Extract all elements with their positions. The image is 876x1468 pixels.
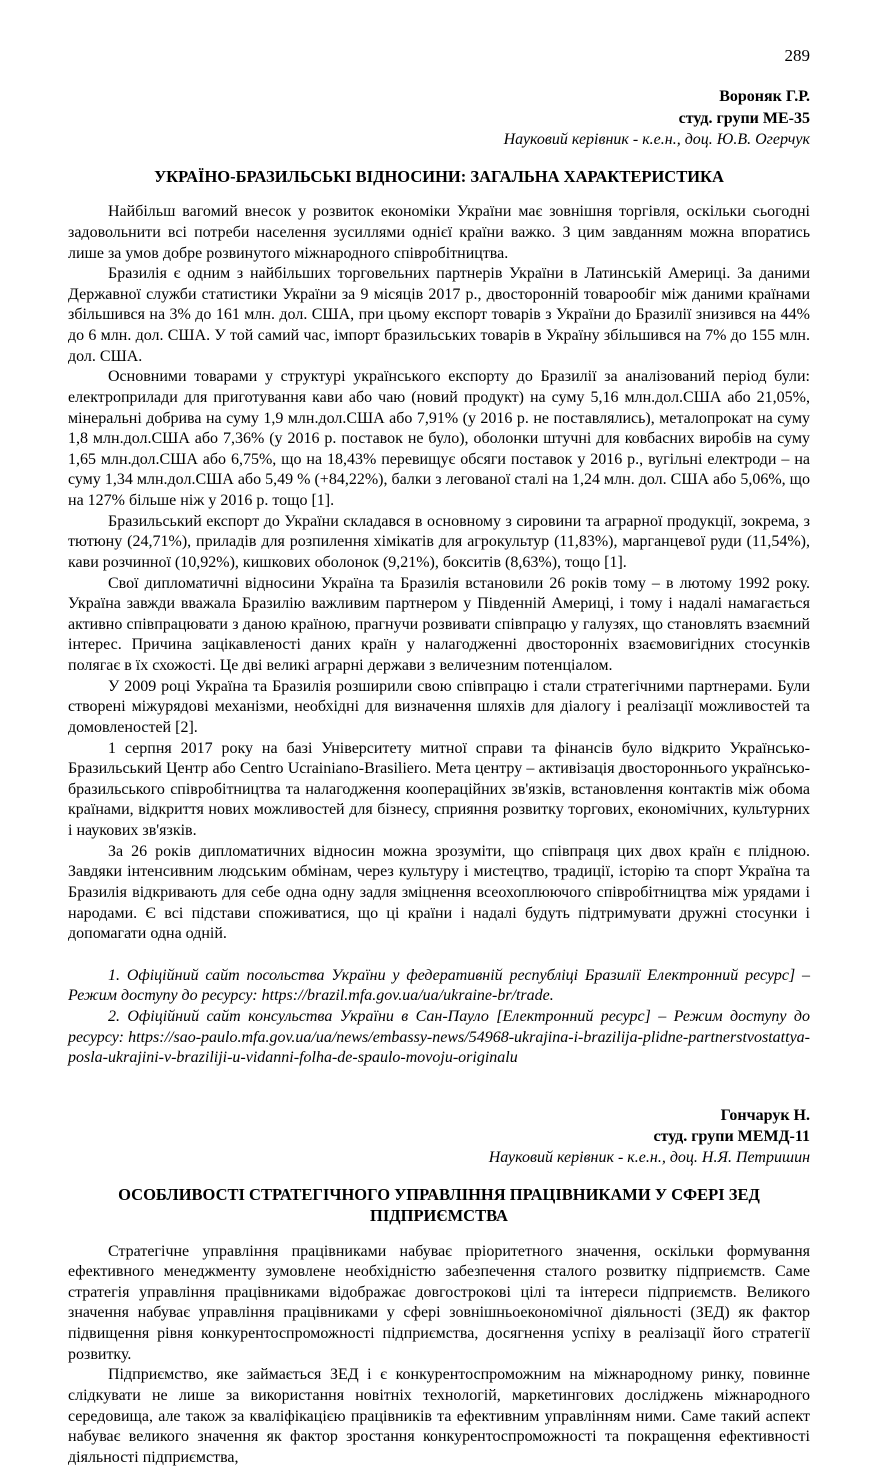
article1-references xyxy=(68,966,810,1069)
article1-reference-2: 2. Офіційний сайт консульства України в Сан-Пауло [Електронний ресурс] – Режим доступу до ресурсу: https://sao-paulo.mfa.gov.ua/ua/news/embassy-news/54968-ukrajina-i-brazilija-plidne-partnerstvostattya-posla-ukrajini-v-braziliji-u-vidanni-folha-de-spaulo-movoju-originalu xyxy=(68,1008,810,1067)
article1-paragraph-2: Бразилія є одним з найбільших торговельних партнерів України в Латинській Америці. За даними Державної служби статистики України за 9 місяців 2017 р., двосторонній товарообіг між даними країнами збільшився на 3% до 161 млн. дол. США, при цьому експорт товарів з України до Бразилії знизився на 44% до 6 млн. дол. США. У той самий час, імпорт бразильських товарів в Україну збільшився на 7% до 155 млн. дол. США. xyxy=(68,265,810,365)
article1-paragraph-5: Свої дипломатичні відносини Україна та Бразилія встановили 26 років тому – в лютому 1992 року. Україна завжди вважала Бразилію важливим партнером у Південній Америці, і тому і надалі намагається активно співпрацювати з даною країною, прагнучи розвивати співпрацю у галузях, що становлять взаємний інтерес. Причина зацікавленості даних країн у налагодженні двосторонніх взаємовигідних стосунків полягає в їх схожості. Це дві великі аграрні держави з величезним потенціалом. xyxy=(68,574,810,675)
article2-title: ОСОБЛИВОСТІ СТРАТЕГІЧНОГО УПРАВЛІННЯ ПРАЦІВНИКАМИ У СФЕРІ ЗЕД ПІДПРИЄМСТВА xyxy=(118,1185,760,1225)
article1-advisor: Науковий керівник - к.е.н., доц. Ю.В. Огерчук xyxy=(503,130,810,148)
article1-author-name: Вороняк Г.Р. xyxy=(719,88,810,106)
article1-paragraph-4: Бразильський експорт до України складався в основному з сировини та аграрної продукції, зокрема, з тютюну (24,71%), приладів для розпилення хімікатів для агрокультур (11,83%), марганцевої руди (11,54%), кави розчинної (10,92%), кишкових оболонок (9,21%), бокситів (8,63%), тощо [1]. xyxy=(68,512,810,571)
article1-author-group: студ. групи МЕ-35 xyxy=(678,109,810,127)
article1-author-block xyxy=(68,86,810,149)
page-number: 289 xyxy=(784,46,810,65)
article2-advisor: Науковий керівник - к.е.н., доц. Н.Я. Петришин xyxy=(488,1149,810,1167)
article1-paragraph-8: За 26 років дипломатичних відносин можна зрозуміти, що співпраця цих двох країн є плідною. Завдяки інтенсивним людським обмінам, через культуру і мистецтво, традиції, історію та спорт Україна та Бразилія відкривають для себе одна одну задля зміцнення всеохоплюючого співробітництва між урядами і народами. Є всі підстави споживатися, що ці країни і надалі будуть підтримувати дружні стосунки і допомагати одна одній. xyxy=(68,842,810,943)
article2-author-block xyxy=(68,1105,810,1168)
article-1 xyxy=(68,86,810,1069)
article2-author-name: Гончарук Н. xyxy=(720,1106,810,1124)
article1-paragraph-7: 1 серпня 2017 року на базі Університету митної справи та фінансів було відкрито Українсько-Бразильський Центр або Centro Ucrainiano-Brasiliero. Мета центру – активізація двостороннього українсько-бразильського співробітництва та налагодження коопераційних зв'язків, встановлення контактів між обома країнами, відкриття нових можливостей для бізнесу, сприяння розвитку торгових, економічних, культурних і наукових зв'язків. xyxy=(68,739,810,840)
article1-reference-1: 1. Офіційний сайт посольства України у федеративній республіці Бразилії Електронний ресурс] – Режим доступу до ресурсу: https://brazil.mfa.gov.ua/ua/ukraine-br/trade. xyxy=(68,966,810,1005)
article1-title: УКРАЇНО-БРАЗИЛЬСЬКІ ВІДНОСИНИ: ЗАГАЛЬНА ХАРАКТЕРИСТИКА xyxy=(154,166,724,186)
article2-author-group: студ. групи МЕМД-11 xyxy=(653,1128,810,1146)
article1-paragraph-3: Основними товарами у структурі українського експорту до Бразилії за аналізований період були: електроприлади для приготування кави або чаю (новий продукт) на суму 5,16 млн.дол.США або 21,05%, мінеральні добрива на суму 1,9 млн.дол.США або 7,91% (у 2016 р. не поставлялись), металопрокат на суму 1,8 млн.дол.США або 7,36% (у 2016 р. поставок не було), оболонки штучні для ковбасних виробів на суму 1,65 млн.дол.США або 6,75%, що на 18,43% перевищує обсяги поставок у 2016 р., вугільні електроди – на суму 1,34 млн.дол.США або 5,49 % (+84,22%), балки з легованої сталі на 1,24 млн. дол. США або 5,06%, що на 127% більше ніж у 2016 р. тощо [1]. xyxy=(68,368,810,510)
article1-paragraph-1: Найбільш вагомий внесок у розвиток економіки України має зовнішня торгівля, оскільки сьогодні задовольнити всі потреби населення зусиллями однієї країни важко. З цим завданням можна впоратись лише за умов добре розвинутого міжнародного співробітництва. xyxy=(68,203,810,262)
article2-paragraph-2: Підприємство, яке займається ЗЕД і є конкурентоспроможним на міжнародному ринку, повинне слідкувати не лише за використання новітніх технологій, маркетингових досліджень міжнародного середовища, але також за кваліфікацією працівників та ефективним управлінням ними. Саме такий аспект набуває великого значення як фактор зростання конкурентоспроможності та покращення ефективності діяльності підприємства, xyxy=(68,1366,810,1466)
article-2 xyxy=(68,1105,810,1468)
article2-paragraph-1: Стратегічне управління працівниками набуває пріоритетного значення, оскільки формування ефективного менеджменту зумовлене необхідністю забезпечення сталого розвитку підприємств. Саме стратегія управління працівниками відображає довгострокові цілі та інтереси підприємств. Великого значення набуває управління працівниками у сфері зовнішньоекономічної діяльності (ЗЕД) як фактор підвищення рівня конкурентоспроможності підприємства, досягнення успіху в реалізації його стратегії розвитку. xyxy=(68,1242,810,1363)
article1-paragraph-6: У 2009 році Україна та Бразилія розширили свою співпрацю і стали стратегічними партнерами. Були створені міжурядові механізми, необхідні для визначення шляхів для діалогу і реалізації можливостей та домовленостей [2]. xyxy=(68,677,810,736)
